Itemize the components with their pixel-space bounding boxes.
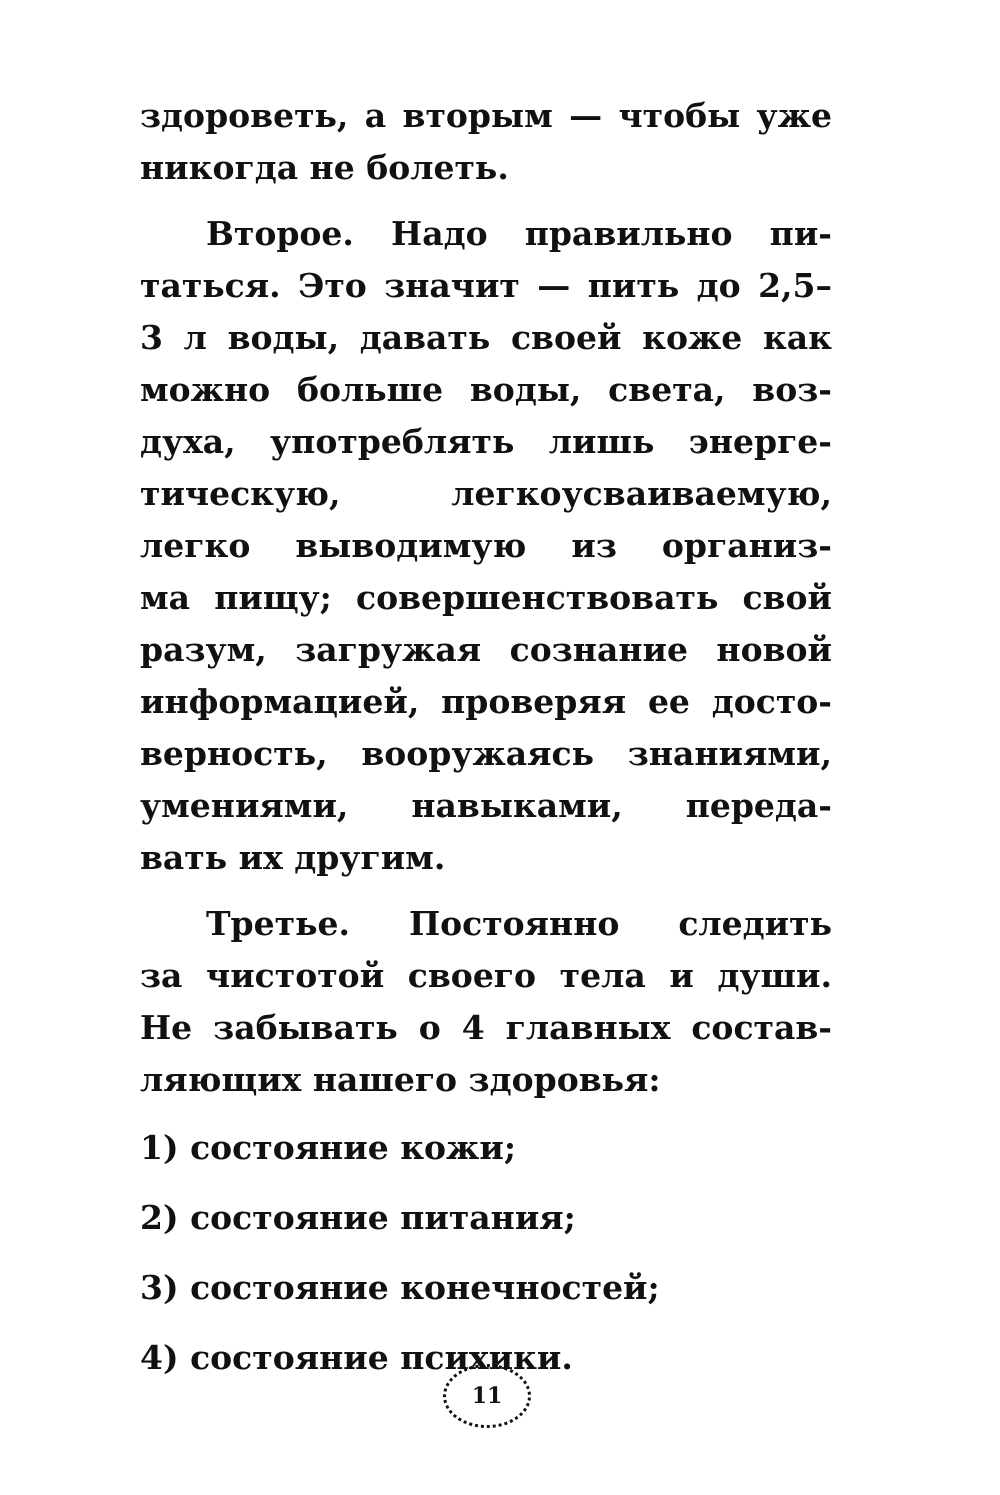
text-line: верность, вооружаясь знаниями, (140, 734, 832, 773)
list-item: 1) состояние кожи; (140, 1128, 517, 1167)
text-line: легко выводимую из организ- (140, 526, 832, 565)
text-line-rest: Постоянно следить (408, 904, 832, 943)
page-text (140, 90, 832, 1384)
list-item: 4) состояние психики. (140, 1338, 573, 1377)
text-line: умениями, навыками, переда- (140, 786, 832, 825)
text-line: за чистотой своего тела и души. (140, 956, 832, 995)
text-line: духа, употреблять лишь энерге- (140, 422, 832, 461)
text-line: никогда не болеть. (140, 148, 509, 187)
text-line: здороветь, а вторым — чтобы уже (140, 96, 832, 135)
text-line: вать их другим. (140, 838, 446, 877)
text-line: ма пищу; совершенствовать свой (140, 578, 832, 617)
text-line: можно больше воды, света, воз- (140, 370, 832, 409)
page-number (443, 1364, 531, 1428)
text-line (140, 208, 832, 260)
text-line: таться. Это значит — пить до 2,5– (140, 266, 832, 305)
text-line: Не забывать о 4 главных состав- (140, 1008, 832, 1047)
text-line: тическую, легкоусваиваемую, (140, 474, 832, 513)
text-line: разум, загружая сознание новой (140, 630, 832, 669)
text-line: ляющих нашего здоровья: (140, 1060, 661, 1099)
paragraph-2 (140, 208, 832, 884)
paragraph-lead: Второе. (206, 214, 354, 253)
paragraph-lead: Третье. (206, 904, 350, 943)
text-line: информацией, проверяя ее досто- (140, 682, 832, 721)
page-number-label: 11 (471, 1383, 503, 1409)
paragraph-3 (140, 898, 832, 1106)
list-item: 3) состояние конечностей; (140, 1268, 660, 1307)
text-line: 3 л воды, давать своей коже как (140, 318, 832, 357)
numbered-list (140, 1122, 832, 1384)
text-line (140, 898, 832, 950)
paragraph-1 (140, 90, 832, 194)
text-line-rest: Надо правильно пи- (391, 214, 832, 253)
list-item: 2) состояние питания; (140, 1198, 576, 1237)
